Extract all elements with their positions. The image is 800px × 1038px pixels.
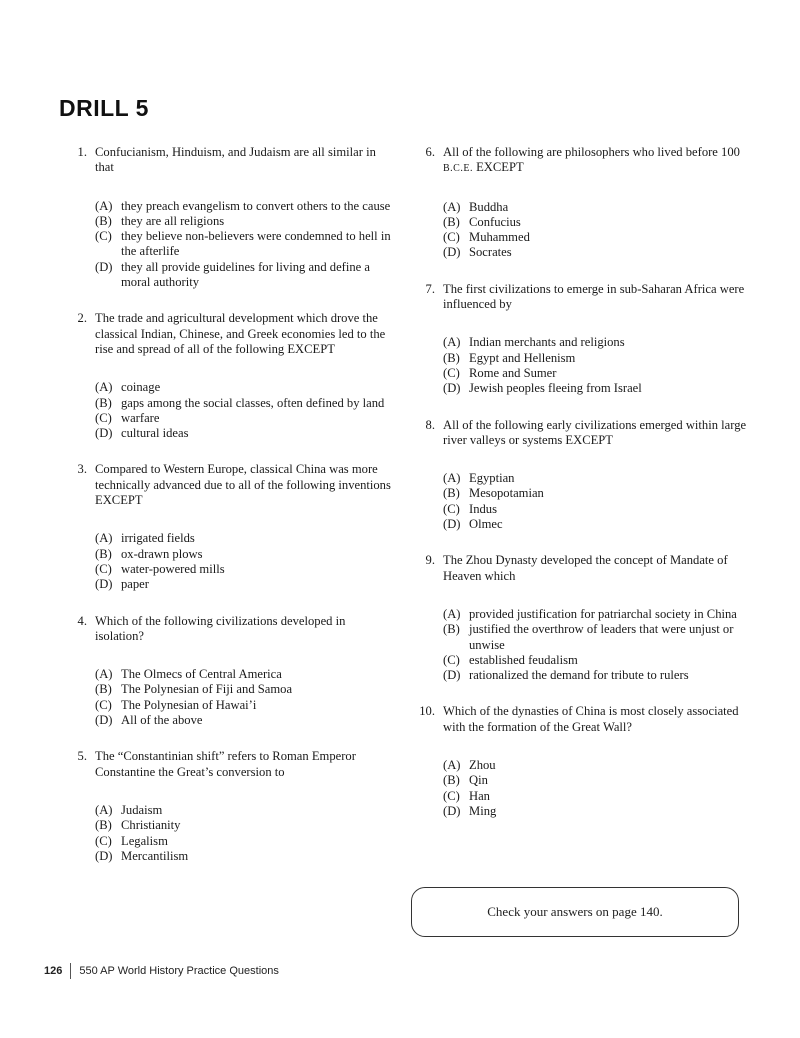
question-number: 2. [77,311,87,326]
question-5 [64,749,394,864]
answer-choice: (A) The Olmecs of Central America [95,667,282,682]
right-column [412,145,752,840]
answer-choices [443,758,752,819]
answer-choice: (D) Olmec [443,517,503,532]
question-8 [412,418,752,533]
question-stem: All of the following are philosophers who lived before 100 B.C.E. EXCEPT [443,145,740,175]
answer-choice: (B) justified the overthrow of leaders that were unjust or unwise [443,622,734,652]
answer-choice: (A) Buddha [443,199,509,214]
answer-choice: (C) Indus [443,501,497,516]
question-stem: Which of the dynasties of China is most closely associated with the formation of the Great Wall? [443,704,739,734]
answer-choice: (C) warfare [95,410,160,425]
page-number: 126 [44,965,63,977]
answer-choices [443,335,752,396]
left-column [64,145,394,885]
page-heading: DRILL 5 [59,95,149,121]
answer-choice: (C) Rome and Sumer [443,365,557,380]
answer-choices [95,803,394,864]
answer-reference-box: Check your answers on page 140. [411,887,739,937]
question-stem: The first civilizations to emerge in sub-Saharan Africa were influenced by [443,281,745,312]
answer-choice: (D) rationalized the demand for tribute to rulers [443,668,689,683]
question-stem: Confucianism, Hinduism, and Judaism are all similar in that [95,145,376,175]
answer-choices [443,607,752,683]
answer-choice: (C) established feudalism [443,652,578,667]
answer-choice: (A) Judaism [95,802,163,817]
question-stem: Which of the following civilizations developed in isolation? [95,613,346,643]
answer-choice: (A) irrigated fields [95,531,195,546]
answer-choices [95,667,394,728]
answer-choices [95,380,394,441]
book-title: 550 AP World History Practice Questions [79,965,279,977]
answer-choice: (A) Indian merchants and religions [443,335,625,350]
question-7 [412,282,752,397]
question-number: 8. [425,417,435,432]
question-10 [412,704,752,819]
answer-choice: (D) paper [95,577,149,592]
question-stem: All of the following early civilizations emerged within large river valleys or systems EXCEPT [443,417,747,447]
question-4 [64,614,394,729]
answer-choice: (D) Ming [443,803,497,818]
question-3 [64,462,394,592]
answer-choice: (C) water-powered mills [95,561,225,576]
question-6 [412,145,752,261]
answer-choice: (A) provided justification for patriarchal society in China [443,606,737,621]
question-number: 3. [77,462,87,477]
answer-choice: (B) ox-drawn plows [95,546,203,561]
answer-choice: (C) Muhammed [443,230,530,245]
question-number: 9. [425,553,435,568]
answer-choice: (C) they believe non-believers were condemned to hell in the afterlife [95,229,391,259]
footer-divider [70,963,71,979]
answer-choice: (B) Mesopotamian [443,486,544,501]
answer-choices [443,471,752,532]
answer-choice: (B) Christianity [95,818,181,833]
answer-choice: (A) coinage [95,380,161,395]
answer-choice: (B) The Polynesian of Fiji and Samoa [95,682,293,697]
question-number: 7. [425,281,435,296]
answer-choice: (B) Egypt and Hellenism [443,350,576,365]
answer-choice: (B) Confucius [443,214,521,229]
answer-choice: (C) Han [443,788,490,803]
question-9 [412,553,752,683]
answer-choices [443,200,752,261]
answer-choice: (D) they all provide guidelines for living and define a moral authority [95,259,371,290]
question-number: 5. [77,749,87,764]
question-number: 4. [77,613,87,628]
answer-choice: (D) Socrates [443,245,512,260]
question-stem: Compared to Western Europe, classical China was more technically advanced due to all of the following inventions EXCEPT [95,462,391,508]
answer-choice: (D) All of the above [95,713,203,728]
answer-choice: (A) Zhou [443,758,496,773]
question-stem: The “Constantinian shift” refers to Roman Emperor Constantine the Great’s conversion to [95,749,356,779]
question-number: 10. [419,704,435,719]
answer-choice: (D) cultural ideas [95,426,189,441]
answer-choices [95,531,394,592]
question-2 [64,311,394,441]
page-footer [44,963,279,979]
answer-choice: (B) gaps among the social classes, often defined by land [95,395,385,410]
answer-choices [95,199,394,291]
answer-choice: (A) they preach evangelism to convert others to the cause [95,198,391,213]
answer-choice: (D) Jewish peoples fleeing from Israel [443,381,642,396]
answer-choice: (B) Qin [443,773,488,788]
question-stem: The Zhou Dynasty developed the concept of Mandate of Heaven which [443,553,728,583]
question-1 [64,145,394,290]
answer-choice: (D) Mercantilism [95,848,189,863]
answer-choice: (B) they are all religions [95,213,225,228]
answer-choice: (C) The Polynesian of Hawai’i [95,697,257,712]
question-number: 1. [77,145,87,159]
question-number: 6. [425,145,435,159]
answer-choice: (C) Legalism [95,833,168,848]
answer-choice: (A) Egyptian [443,471,515,486]
question-stem: The trade and agricultural development which drove the classical Indian, Chinese, and Greek economies led to the rise and spread of all of the following EXCEPT [95,311,386,356]
